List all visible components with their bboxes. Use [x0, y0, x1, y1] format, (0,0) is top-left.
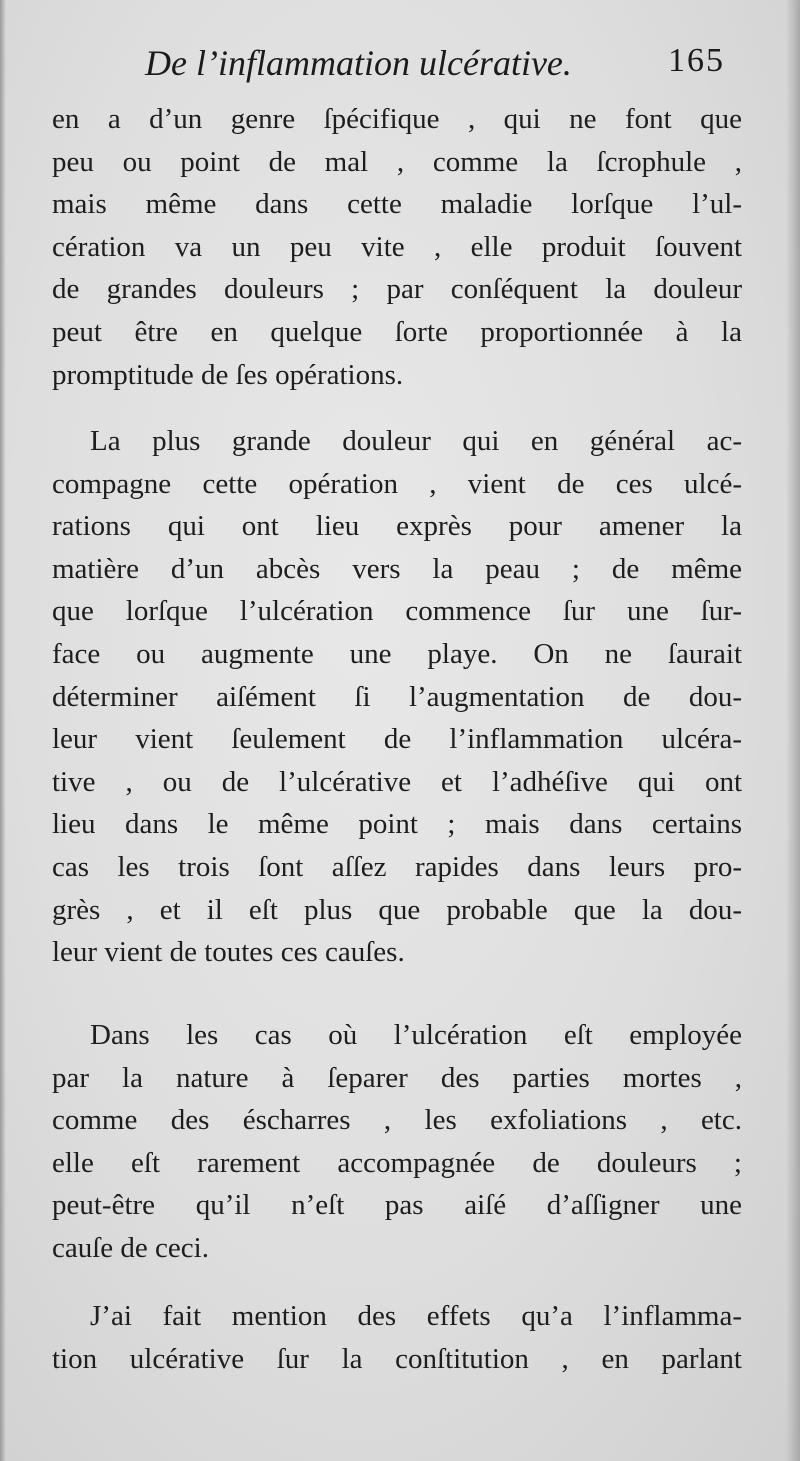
text-line: cauſe de ceci. [52, 1231, 209, 1264]
text-line: rations qui ont lieu exprès pour amener la [52, 510, 742, 543]
page-header [0, 42, 800, 92]
page-number: 165 [668, 42, 725, 79]
text-line: La plus grande douleur qui en général ac- [90, 425, 742, 457]
running-title: De l’inflammation ulcérative. [145, 43, 572, 83]
paragraph-1 [52, 98, 742, 396]
text-line: peut être en quelque ſorte proportionnée à la [52, 315, 742, 348]
text-line: par la nature à ſeparer des parties mortes , [52, 1061, 742, 1094]
paragraph-4 [52, 1295, 742, 1380]
text-line: lieu dans le même point ; mais dans certains [52, 808, 742, 841]
text-line: Dans les cas où l’ulcération eſt employée [90, 1019, 742, 1051]
page-edge-shadow-left [0, 0, 6, 1461]
text-line: leur vient ſeulement de l’inflammation ulcéra- [52, 723, 742, 756]
text-line: comme des éscharres , les exfoliations , etc. [52, 1104, 742, 1137]
text-line: grès , et il eſt plus que probable que la dou- [52, 893, 742, 926]
text-line: déterminer aiſément ſi l’augmentation de dou- [52, 680, 742, 713]
text-line: leur vient de toutes ces cauſes. [52, 936, 405, 969]
text-line: J’ai fait mention des effets qu’a l’inflamma- [90, 1300, 742, 1332]
paragraph-3 [52, 1014, 742, 1270]
text-line: face ou augmente une playe. On ne ſaurait [52, 637, 742, 670]
text-line: cas les trois ſont aſſez rapides dans leurs pro- [52, 850, 742, 883]
paragraph-2 [52, 420, 742, 974]
text-line: promptitude de ſes opérations. [52, 358, 404, 391]
text-line: mais même dans cette maladie lorſque l’ul- [52, 188, 742, 221]
text-line: en a d’un genre ſpécifique , qui ne font que [52, 103, 742, 135]
text-line: tion ulcérative ſur la conſtitution , en parlant [52, 1342, 742, 1375]
text-line: peu ou point de mal , comme la ſcrophule , [52, 145, 742, 178]
text-line: matière d’un abcès vers la peau ; de même [52, 552, 742, 585]
page-edge-shadow-right [786, 0, 800, 1461]
text-line: que lorſque l’ulcération commence ſur une ſur- [52, 595, 742, 628]
text-line: tive , ou de l’ulcérative et l’adhéſive qui ont [52, 765, 742, 798]
text-line: compagne cette opération , vient de ces ulcé- [52, 467, 742, 500]
text-line: elle eſt rarement accompagnée de douleurs ; [52, 1146, 742, 1179]
text-line: de grandes douleurs ; par conſéquent la douleur [52, 273, 742, 306]
text-line: peut-être qu’il n’eſt pas aiſé d’aſſigner une [52, 1189, 742, 1222]
text-line: cération va un peu vite , elle produit ſouvent [52, 230, 742, 263]
